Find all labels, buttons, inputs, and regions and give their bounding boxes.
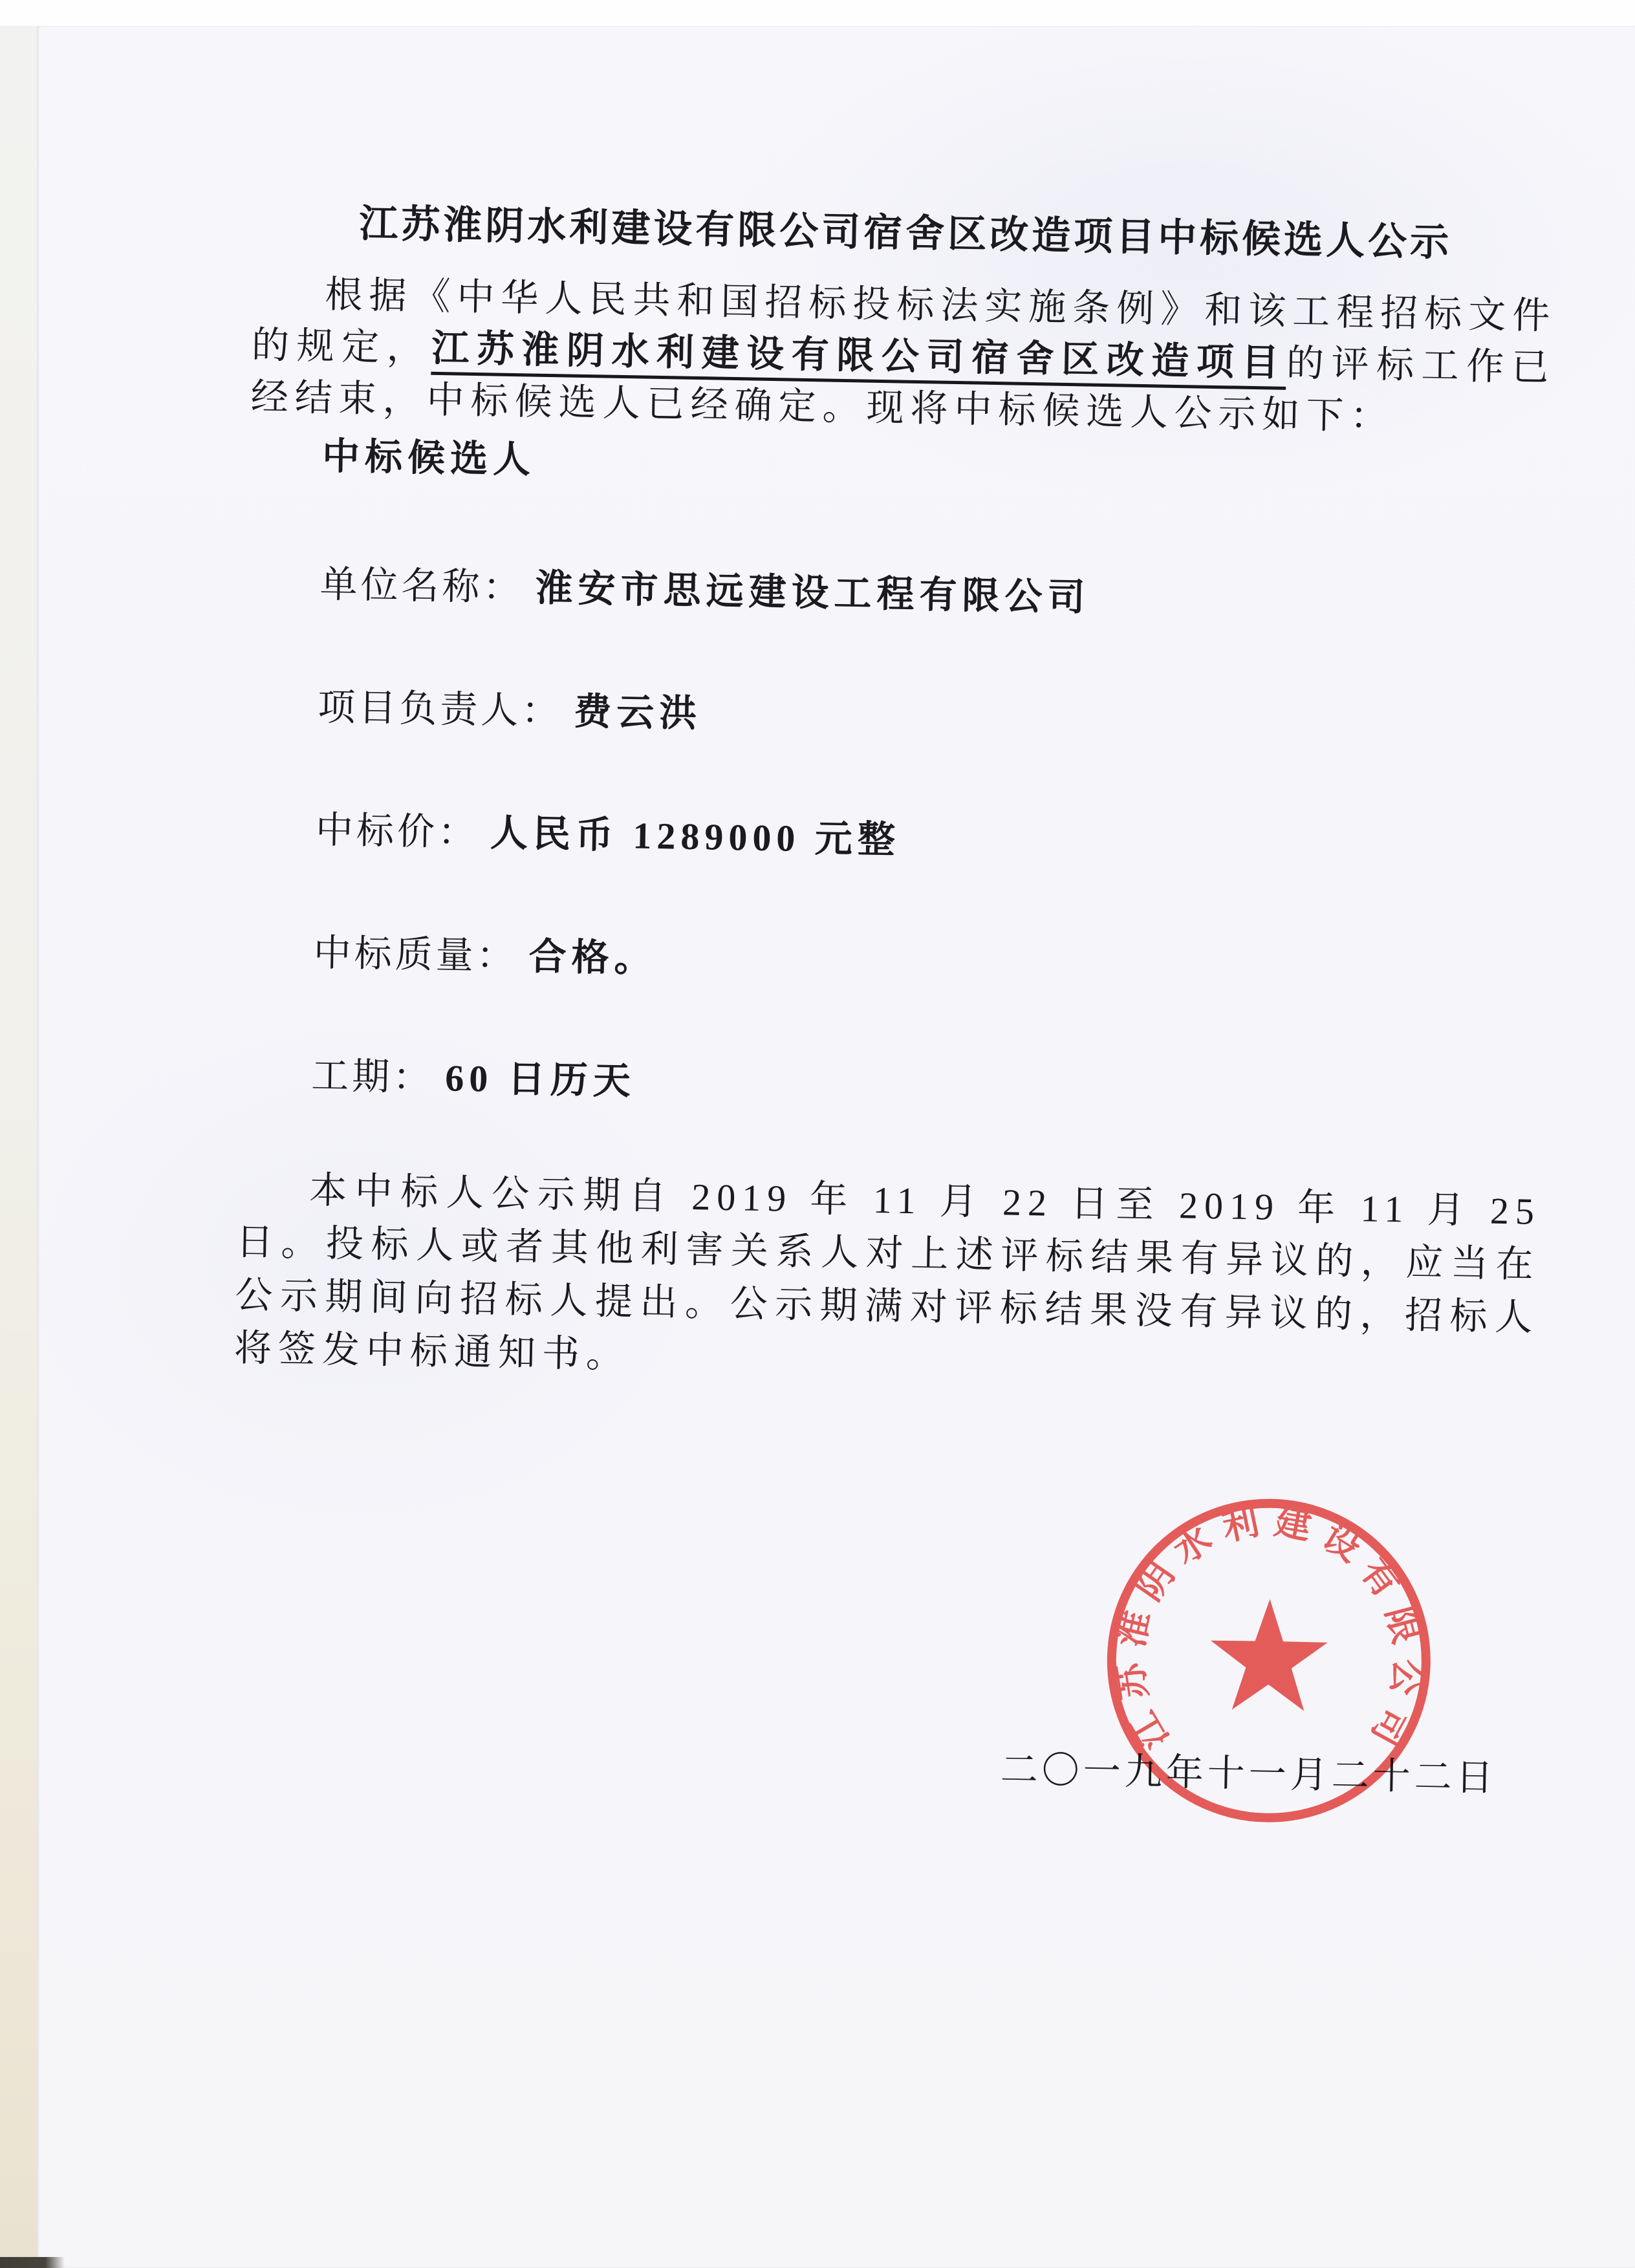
field-quality — [241, 926, 1545, 1000]
scanner-top-margin — [0, 0, 1635, 26]
field-value: 人民币 1289000 元整 — [490, 812, 901, 861]
document-content — [226, 199, 1557, 1805]
closing-paragraph: 本中标人公示期自 2019 年 11 月 22 日至 2019 年 11 月 25 日。投标人或者其他利害关系人对上述评标结果有异议的，应当在公示期间向招标人提出。公示期满对评标结果没有异议的，招标人将签发中标通知书。 — [233, 1169, 1541, 1376]
field-label: 单位名称： — [319, 563, 525, 609]
intro-prefix: 根据《中华人民共和国招标投标法实施条例》和该工程招标文件的规定， — [251, 273, 1557, 369]
field-label: 中标质量： — [313, 931, 518, 978]
document-title: 江苏淮阴水利建设有限公司宿舍区改造项目中标候选人公示 — [358, 202, 1453, 265]
scanner-left-margin — [0, 26, 37, 2268]
field-bid-price — [243, 803, 1547, 878]
date-line: 二〇一九年十一月二十二日 — [1000, 1748, 1498, 1799]
document-page — [37, 26, 1635, 2268]
field-duration — [239, 1049, 1543, 1123]
field-label: 中标价： — [315, 808, 479, 854]
section-heading-winning-candidate: 中标候选人 — [321, 435, 536, 481]
field-value: 60 日历天 — [444, 1057, 636, 1103]
seal-star-icon — [1209, 1598, 1328, 1711]
intro-paragraph — [250, 268, 1557, 446]
field-value: 合格。 — [528, 935, 658, 980]
field-label: 项目负责人： — [317, 686, 563, 733]
intro-suffix: 的评标工作已经结束，中标候选人已经确定。现将中标候选人公示如下： — [250, 341, 1556, 438]
field-value: 淮安市思远建设工程有限公司 — [535, 567, 1091, 619]
scanner-corner-shadow — [0, 2257, 65, 2268]
field-company-name — [247, 557, 1552, 632]
project-name-underlined: 江苏淮阴水利建设有限公司宿舍区改造项目 — [431, 327, 1287, 390]
field-project-manager — [245, 680, 1550, 755]
field-value: 费云洪 — [573, 690, 702, 735]
field-label: 工期： — [310, 1054, 434, 1099]
seal-company-text: 江苏淮阴水利建设有限公司 — [1110, 1501, 1428, 1756]
